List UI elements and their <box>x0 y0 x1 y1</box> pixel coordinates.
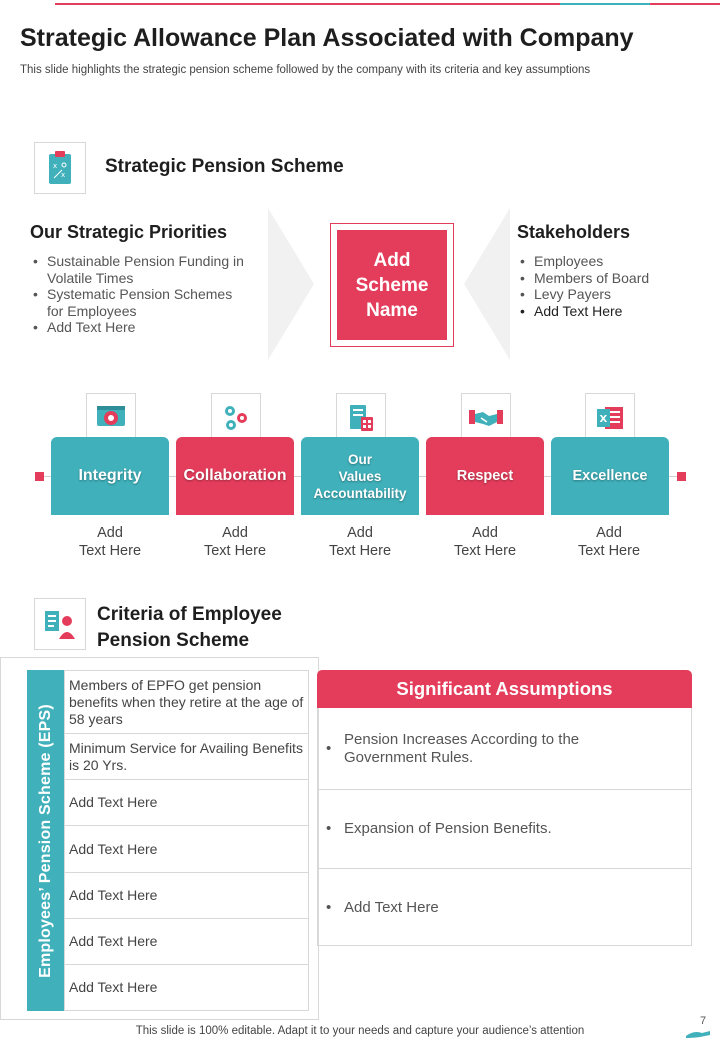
page-title: Strategic Allowance Plan Associated with Company <box>20 24 634 52</box>
stakeholder-item: • Levy Payers <box>517 286 707 303</box>
value-card-integrity[interactable]: Integrity <box>51 437 169 515</box>
value-text-accountability: Add Text Here <box>328 525 392 559</box>
priority-item: • Sustainable Pension Funding in Volatile Times <box>30 253 245 286</box>
strategy-board-icon <box>34 142 86 194</box>
value-text-collaboration: Add Text Here <box>203 525 267 559</box>
stakeholders-list <box>517 253 707 319</box>
priority-item: • Add Text Here <box>30 319 245 336</box>
assumption-item: • Add Text Here <box>326 898 439 916</box>
assumptions-heading: Significant Assumptions <box>317 670 692 708</box>
connector-end-left <box>35 472 44 481</box>
top-accent-line-teal <box>560 3 650 5</box>
eps-side-label-bar <box>27 670 64 1011</box>
svg-text:x: x <box>61 171 66 179</box>
page-subtitle: This slide highlights the strategic pension scheme followed by the company with its criteria and key assumptions <box>20 64 591 76</box>
priorities-list <box>30 253 245 336</box>
value-card-respect[interactable]: Respect <box>426 437 544 515</box>
handshake-icon <box>461 393 511 443</box>
doctor-report-icon <box>34 598 86 650</box>
eps-criteria-table <box>64 670 309 1011</box>
criteria-row: Add Text Here <box>65 826 308 873</box>
assumption-item: • Pension Increases According to the Government Rules. <box>318 708 691 790</box>
assumption-item: • Expansion of Pension Benefits. <box>318 790 691 869</box>
value-text-respect: Add Text Here <box>453 525 517 559</box>
hand-icon <box>686 1028 712 1038</box>
page-number: 7 <box>700 1015 707 1027</box>
svg-text:x: x <box>53 162 58 170</box>
value-card-accountability[interactable]: Our Values Accountability <box>301 437 419 515</box>
stakeholder-item: • Members of Board <box>517 270 707 287</box>
priorities-heading: Our Strategic Priorities <box>30 222 228 242</box>
criteria-row: Add Text Here <box>69 979 158 995</box>
value-text-excellence: Add Text Here <box>577 525 641 559</box>
gear-screen-icon <box>86 393 136 443</box>
criteria-row: Minimum Service for Availing Benefits is 20 Yrs. <box>65 734 308 780</box>
scheme-name-box[interactable] <box>330 223 454 347</box>
stakeholder-item: • Employees <box>517 253 707 270</box>
value-card-collaboration[interactable]: Collaboration <box>176 437 294 515</box>
pension-scheme-heading: Strategic Pension Scheme <box>105 156 344 177</box>
criteria-row: Members of EPFO get pension benefits when they retire at the age of 58 years <box>65 671 308 734</box>
criteria-heading: Criteria of Employee Pension Scheme <box>97 604 282 651</box>
scheme-name-label: Add Scheme Name <box>337 230 447 340</box>
footer-note: This slide is 100% editable. Adapt it to your needs and capture your audience’s attention <box>135 1025 585 1037</box>
stakeholders-heading: Stakeholders <box>517 222 631 242</box>
connector-end-right <box>677 472 686 481</box>
stakeholder-item: • Add Text Here <box>517 303 707 320</box>
calculator-report-icon <box>336 393 386 443</box>
criteria-row: Add Text Here <box>65 873 308 919</box>
criteria-row: Add Text Here <box>65 780 308 826</box>
criteria-row: Add Text Here <box>65 919 308 965</box>
puzzle-gears-icon <box>211 393 261 443</box>
assumptions-list <box>317 708 692 946</box>
value-text-integrity: Add Text Here <box>78 525 142 559</box>
value-card-excellence[interactable]: Excellence <box>551 437 669 515</box>
priority-item: • Systematic Pension Schemes for Employees <box>30 286 245 319</box>
right-chevron-shape <box>268 208 316 360</box>
left-chevron-shape <box>462 208 510 360</box>
spreadsheet-icon <box>585 393 635 443</box>
eps-side-label: Employees’ Pension Scheme (EPS) <box>36 703 54 978</box>
svg-text:X: X <box>599 414 608 425</box>
